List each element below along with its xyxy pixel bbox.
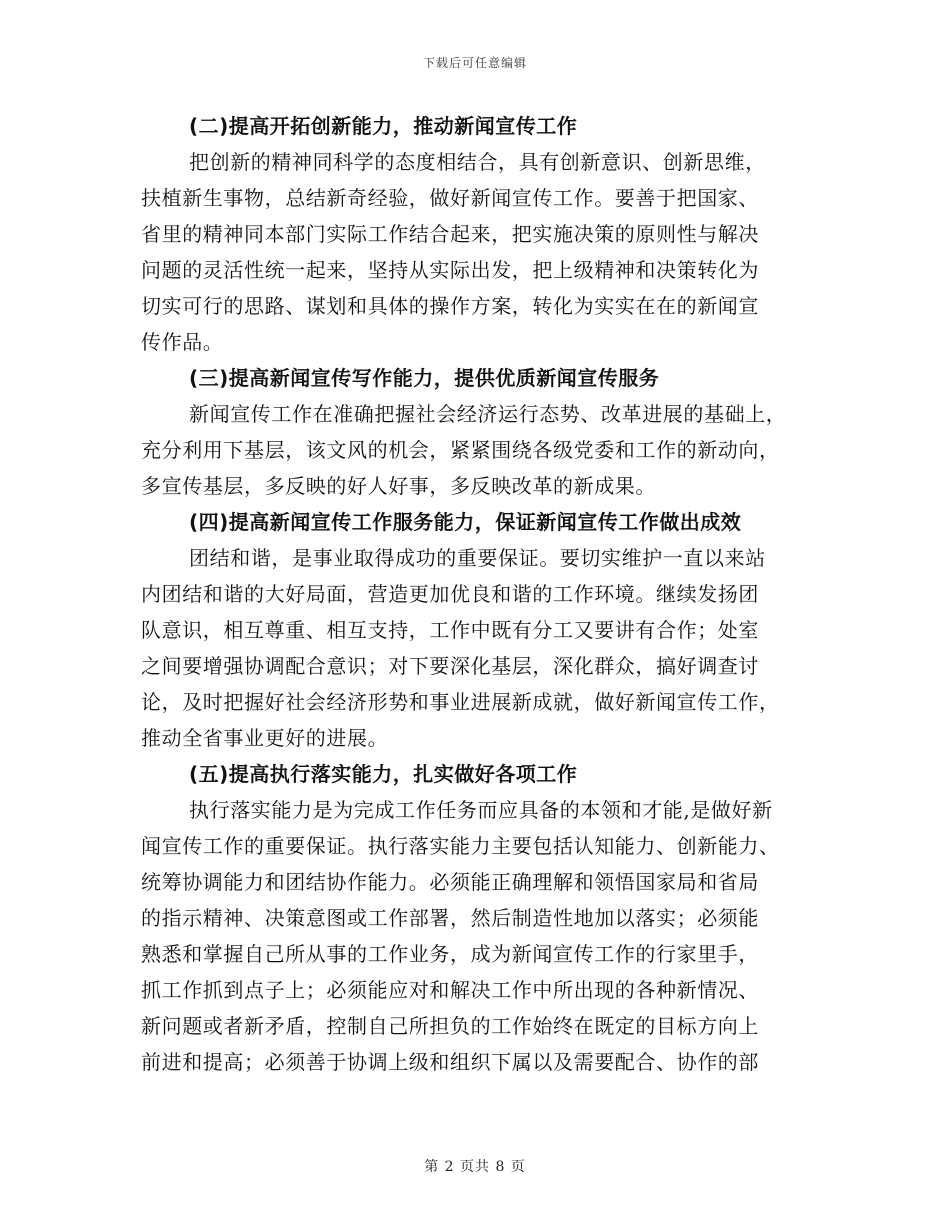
section-heading: (四)提高新闻宣传工作服务能力，保证新闻宣传工作做出成效 <box>189 510 742 534</box>
page-number: 第 2 页共 8 页 <box>424 1159 526 1175</box>
paragraph-line: 内团结和谐的大好局面，营造更加优良和谐的工作环境。继续发扬团 <box>141 582 759 606</box>
paragraph-line: 切实可行的思路、谋划和具体的操作方案，转化为实实在在的新闻宣 <box>141 294 759 318</box>
section-heading: (五)提高执行落实能力，扎实做好各项工作 <box>189 762 578 786</box>
paragraph-line: 抓工作抓到点子上；必须能应对和解决工作中所出现的各种新情况、 <box>141 978 759 1002</box>
paragraph-line: 熟悉和掌握自己所从事的工作业务，成为新闻宣传工作的行家里手， <box>141 942 759 966</box>
section-5 <box>141 756 809 1080</box>
section-4 <box>141 504 809 756</box>
paragraph-line: 闻宣传工作的重要保证。执行落实能力主要包括认知能力、创新能力、 <box>141 834 780 858</box>
section-3 <box>141 360 809 504</box>
paragraph-line: 扶植新生事物，总结新奇经验，做好新闻宣传工作。要善于把国家、 <box>141 186 759 210</box>
paragraph-line: 新闻宣传工作在准确把握社会经济运行态势、改革进展的基础上， <box>189 402 787 426</box>
section-2 <box>141 108 809 360</box>
paragraph-line: 论，及时把握好社会经济形势和事业进展新成就，做好新闻宣传工作， <box>141 690 780 714</box>
paragraph-line: 执行落实能力是为完成工作任务而应具备的本领和才能,是做好新 <box>189 798 773 822</box>
section-paragraph <box>141 540 809 756</box>
paragraph-line: 传作品。 <box>141 330 224 354</box>
section-heading: (二)提高开拓创新能力，推动新闻宣传工作 <box>189 114 578 138</box>
section-paragraph <box>141 144 809 360</box>
paragraph-line: 之间要增强协调配合意识；对下要深化基层，深化群众，搞好调查讨 <box>141 654 759 678</box>
paragraph-line: 的指示精神、决策意图或工作部署，然后制造性地加以落实；必须能 <box>141 906 759 930</box>
paragraph-line: 问题的灵活性统一起来，坚持从实际出发，把上级精神和决策转化为 <box>141 258 759 282</box>
section-paragraph <box>141 396 809 504</box>
paragraph-line: 队意识，相互尊重、相互支持，工作中既有分工又要讲有合作；处室 <box>141 618 759 642</box>
section-heading: (三)提高新闻宣传写作能力，提供优质新闻宣传服务 <box>189 366 660 390</box>
paragraph-line: 把创新的精神同科学的态度相结合，具有创新意识、创新思维， <box>189 150 766 174</box>
paragraph-line: 新问题或者新矛盾，控制自己所担负的工作始终在既定的目标方向上 <box>141 1014 759 1038</box>
paragraph-line: 省里的精神同本部门实际工作结合起来，把实施决策的原则性与解决 <box>141 222 759 246</box>
paragraph-line: 多宣传基层，多反映的好人好事，多反映改革的新成果。 <box>141 474 656 498</box>
paragraph-line: 充分利用下基层，该文风的机会，紧紧围绕各级党委和工作的新动向， <box>141 438 780 462</box>
paragraph-line: 统筹协调能力和团结协作能力。必须能正确理解和领悟国家局和省局 <box>141 870 759 894</box>
header-note: 下载后可任意编辑 <box>422 56 527 70</box>
document-body <box>141 108 809 1080</box>
paragraph-line: 团结和谐，是事业取得成功的重要保证。要切实维护一直以来站 <box>189 546 766 570</box>
paragraph-line: 推动全省事业更好的进展。 <box>141 726 389 750</box>
section-paragraph <box>141 792 809 1080</box>
paragraph-line: 前进和提高；必须善于协调上级和组织下属以及需要配合、协作的部 <box>141 1050 759 1074</box>
